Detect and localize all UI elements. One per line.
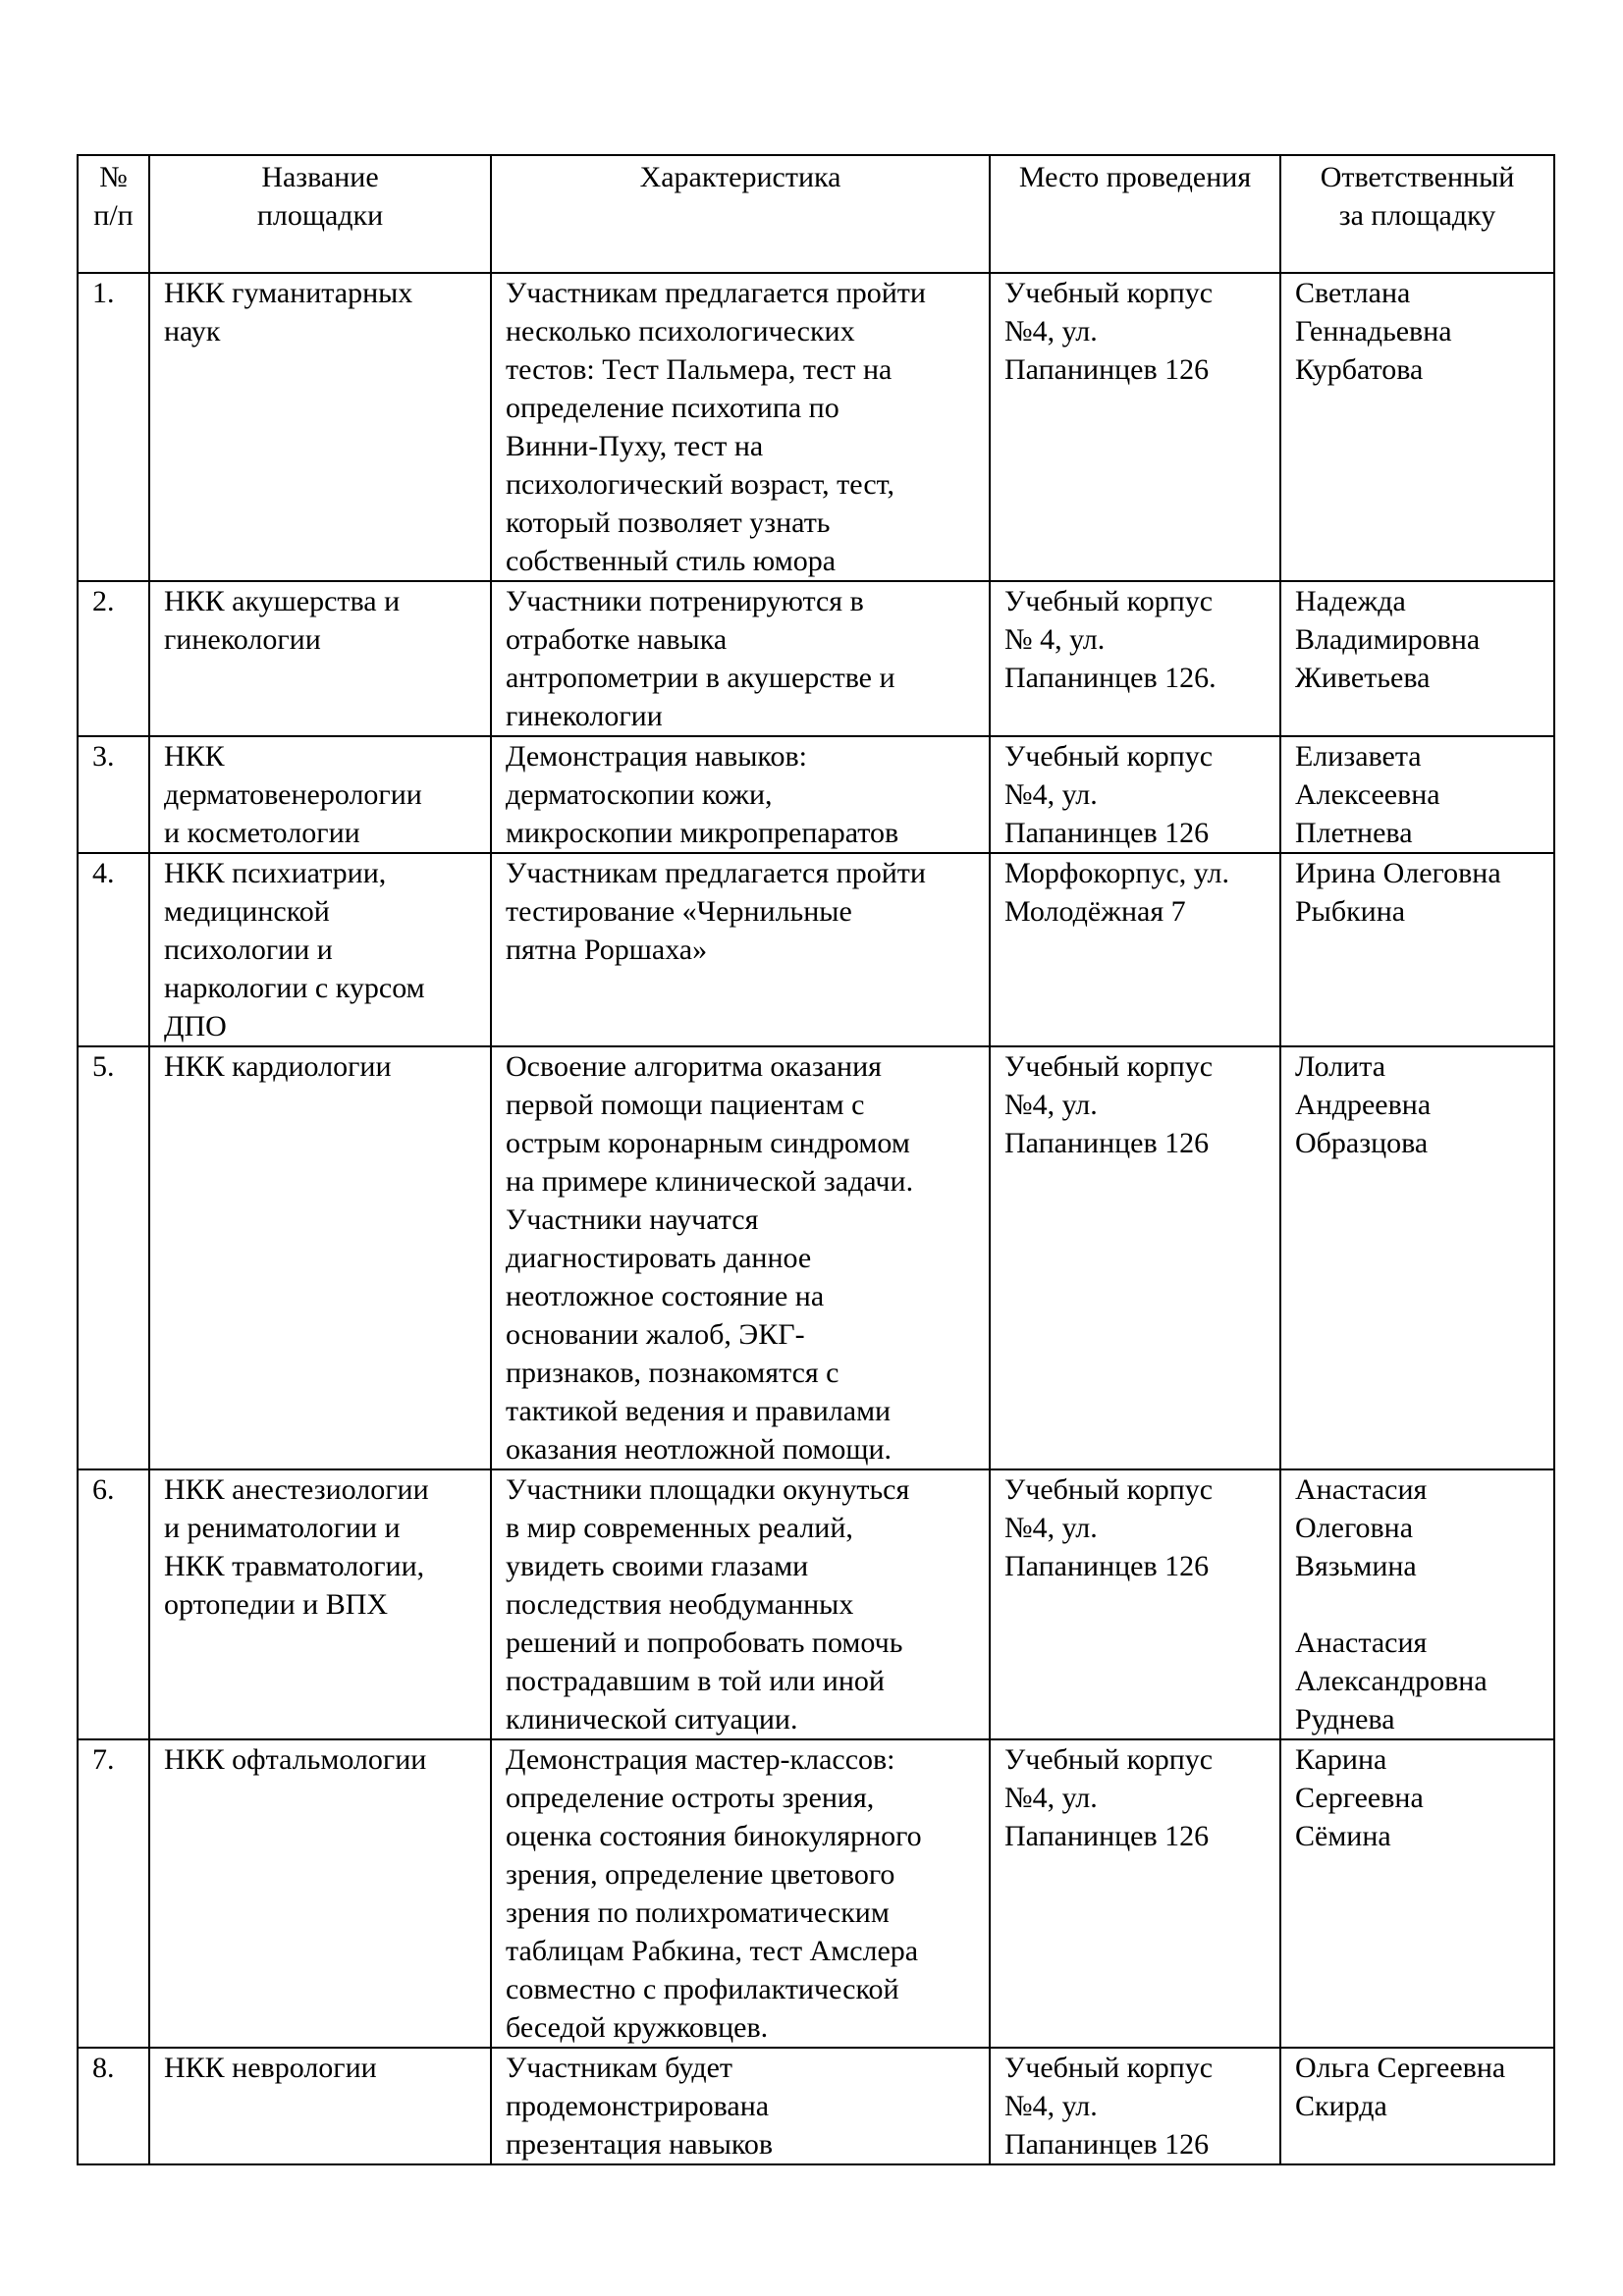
cell-line: антропометрии в акушерстве и <box>506 662 895 694</box>
header-number <box>78 155 149 273</box>
row-number-cell <box>78 1046 149 1469</box>
cell-line: признаков, познакомятся с <box>506 1357 839 1389</box>
cell-line: Сергеевна <box>1295 1782 1424 1814</box>
responsible-cell <box>1280 1469 1554 1739</box>
cell-line: Руднева <box>1295 1703 1395 1735</box>
cell-line: Ольга Сергеевна <box>1295 2052 1506 2084</box>
cell-line: Владимировна <box>1295 623 1481 656</box>
table-row <box>78 853 1554 1046</box>
cell-line: собственный стиль юмора <box>506 545 837 577</box>
cell-line: оказания неотложной помощи. <box>506 1433 893 1466</box>
cell-line: Папанинцев 126 <box>1004 353 1210 386</box>
cell-line: НКК неврологии <box>164 2052 377 2084</box>
header-line: за площадку <box>1338 199 1496 232</box>
cell-line: №4, ул. <box>1004 1782 1098 1814</box>
description-cell <box>491 273 990 581</box>
cell-line: Карина <box>1295 1743 1387 1776</box>
cell-line: увидеть своими глазами <box>506 1550 809 1582</box>
cell-line: 3. <box>92 740 115 773</box>
site-name-cell <box>149 853 491 1046</box>
cell-line: №4, ул. <box>1004 1089 1098 1121</box>
cell-line: 5. <box>92 1050 115 1083</box>
site-name-cell <box>149 1739 491 2048</box>
cell-line: Участники площадки окунуться <box>506 1473 910 1506</box>
cell-line: Геннадьевна <box>1295 315 1452 347</box>
cell-line: гинекологии <box>164 623 321 656</box>
cell-line: Лолита <box>1295 1050 1386 1083</box>
cell-line: 7. <box>92 1743 115 1776</box>
description-cell <box>491 1469 990 1739</box>
site-name-cell <box>149 581 491 736</box>
cell-line: Демонстрация мастер-классов: <box>506 1743 895 1776</box>
cell-line: Папанинцев 126 <box>1004 2128 1210 2161</box>
cell-line: Светлана <box>1295 277 1411 309</box>
cell-line: НКК анестезиологии <box>164 1473 429 1506</box>
site-name-cell <box>149 2048 491 2164</box>
responsible-cell <box>1280 1739 1554 2048</box>
cell-line: острым коронарным синдромом <box>506 1127 910 1159</box>
description-cell <box>491 2048 990 2164</box>
cell-line: Папанинцев 126 <box>1004 1550 1210 1582</box>
table-row <box>78 273 1554 581</box>
cell-line: Винни-Пуху, тест на <box>506 430 764 462</box>
header-line: площадки <box>256 199 384 232</box>
cell-line: Рыбкина <box>1295 895 1406 928</box>
table-row <box>78 736 1554 853</box>
location-cell <box>990 736 1280 853</box>
cell-line: диагностировать данное <box>506 1242 812 1274</box>
description-cell <box>491 1739 990 2048</box>
cell-line: Демонстрация навыков: <box>506 740 807 773</box>
table-row <box>78 581 1554 736</box>
cell-line: Учебный корпус <box>1004 277 1214 309</box>
table-row <box>78 1469 1554 1739</box>
location-cell <box>990 273 1280 581</box>
cell-line: пострадавшим в той или иной <box>506 1665 885 1697</box>
responsible-cell <box>1280 853 1554 1046</box>
cell-line: Папанинцев 126 <box>1004 817 1210 849</box>
cell-line: Скирда <box>1295 2090 1387 2122</box>
cell-line: решений и попробовать помочь <box>506 1627 903 1659</box>
cell-line: Учебный корпус <box>1004 1473 1214 1506</box>
row-number-cell <box>78 581 149 736</box>
cell-line: НКК психиатрии, <box>164 857 387 889</box>
cell-line: и косметологии <box>164 817 360 849</box>
cell-line: № 4, ул. <box>1004 623 1106 656</box>
cell-line: Участникам предлагается пройти <box>506 277 926 309</box>
table-body <box>78 273 1554 2164</box>
header-site-name <box>149 155 491 273</box>
cell-line: первой помощи пациентам с <box>506 1089 865 1121</box>
cell-line: №4, ул. <box>1004 315 1098 347</box>
cell-line: основании жалоб, ЭКГ- <box>506 1318 805 1351</box>
location-cell <box>990 1739 1280 2048</box>
header-line: Название <box>261 161 379 193</box>
blank-line <box>1295 1585 1545 1624</box>
cell-line: Ирина Олеговна <box>1295 857 1501 889</box>
location-cell <box>990 2048 1280 2164</box>
cell-line: ортопедии и ВПХ <box>164 1588 389 1621</box>
cell-line: совместно с профилактической <box>506 1973 899 2005</box>
header-line: Место проведения <box>1018 161 1252 193</box>
location-cell <box>990 1046 1280 1469</box>
site-name-cell <box>149 1046 491 1469</box>
cell-line: тестов: Тест Пальмера, тест на <box>506 353 893 386</box>
cell-line: на примере клинической задачи. <box>506 1165 914 1198</box>
responsible-cell <box>1280 2048 1554 2164</box>
cell-line: №4, ул. <box>1004 1512 1098 1544</box>
cell-line: Участникам будет <box>506 2052 733 2084</box>
responsible-cell <box>1280 581 1554 736</box>
cell-line: последствия необдуманных <box>506 1588 854 1621</box>
cell-line: Александровна <box>1295 1665 1488 1697</box>
cell-line: наук <box>164 315 221 347</box>
cell-line: зрения, определение цветового <box>506 1858 895 1891</box>
table-row <box>78 1046 1554 1469</box>
header-location <box>990 155 1280 273</box>
cell-line: Живетьева <box>1295 662 1431 694</box>
description-cell <box>491 1046 990 1469</box>
cell-line: Участники потренируются в <box>506 585 864 617</box>
cell-line: Морфокорпус, ул. <box>1004 857 1229 889</box>
header-description <box>491 155 990 273</box>
cell-line: Олеговна <box>1295 1512 1414 1544</box>
cell-line: Курбатова <box>1295 353 1424 386</box>
cell-line: Учебный корпус <box>1004 585 1214 617</box>
cell-line: 4. <box>92 857 115 889</box>
row-number-cell <box>78 2048 149 2164</box>
header-responsible <box>1280 155 1554 273</box>
cell-line: оценка состояния бинокулярного <box>506 1820 922 1852</box>
table-header-row <box>78 155 1554 273</box>
table-row <box>78 1739 1554 2048</box>
cell-line: 8. <box>92 2052 115 2084</box>
cell-line: Учебный корпус <box>1004 740 1214 773</box>
cell-line: Участникам предлагается пройти <box>506 857 926 889</box>
cell-line: определение психотипа по <box>506 392 839 424</box>
cell-line: НКК офтальмологии <box>164 1743 427 1776</box>
cell-line: в мир современных реалий, <box>506 1512 853 1544</box>
events-table <box>77 154 1555 2165</box>
description-cell <box>491 853 990 1046</box>
cell-line: неотложное состояние на <box>506 1280 825 1312</box>
cell-line: Вязьмина <box>1295 1550 1417 1582</box>
cell-line: №4, ул. <box>1004 778 1098 811</box>
cell-line: Надежда <box>1295 585 1406 617</box>
cell-line: Учебный корпус <box>1004 2052 1214 2084</box>
cell-line: НКК кардиологии <box>164 1050 392 1083</box>
table-row <box>78 2048 1554 2164</box>
cell-line: Участники научатся <box>506 1203 759 1236</box>
cell-line: дерматовенерологии <box>164 778 422 811</box>
cell-line: наркологии с курсом <box>164 972 425 1004</box>
cell-line: НКК травматологии, <box>164 1550 425 1582</box>
cell-line: 2. <box>92 585 115 617</box>
row-number-cell <box>78 1739 149 2048</box>
header-line: Характеристика <box>639 161 841 193</box>
row-number-cell <box>78 853 149 1046</box>
cell-line: определение остроты зрения, <box>506 1782 875 1814</box>
cell-line: беседой кружковцев. <box>506 2011 769 2044</box>
cell-line: психологии и <box>164 934 333 966</box>
cell-line: презентация навыков <box>506 2128 774 2161</box>
cell-line: Образцова <box>1295 1127 1429 1159</box>
location-cell <box>990 853 1280 1046</box>
site-name-cell <box>149 273 491 581</box>
description-cell <box>491 581 990 736</box>
cell-line: зрения по полихроматическим <box>506 1896 890 1929</box>
cell-line: Анастасия <box>1295 1473 1428 1506</box>
cell-line: Анастасия <box>1295 1627 1428 1659</box>
cell-line: Плетнева <box>1295 817 1413 849</box>
row-number-cell <box>78 1469 149 1739</box>
row-number-cell <box>78 273 149 581</box>
cell-line: Освоение алгоритма оказания <box>506 1050 882 1083</box>
header-line: п/п <box>93 199 134 232</box>
cell-line: продемонстрирована <box>506 2090 770 2122</box>
cell-line: отработке навыка <box>506 623 728 656</box>
cell-line: психологический возраст, тест, <box>506 468 895 501</box>
cell-line: таблицам Рабкина, тест Амслера <box>506 1935 919 1967</box>
cell-line: тактикой ведения и правилами <box>506 1395 892 1427</box>
cell-line: Учебный корпус <box>1004 1050 1214 1083</box>
cell-line: НКК гуманитарных <box>164 277 413 309</box>
cell-line: Андреевна <box>1295 1089 1432 1121</box>
cell-line: Папанинцев 126. <box>1004 662 1217 694</box>
cell-line: НКК акушерства и <box>164 585 401 617</box>
responsible-cell <box>1280 1046 1554 1469</box>
cell-line: пятна Роршаха» <box>506 934 708 966</box>
location-cell <box>990 1469 1280 1739</box>
site-name-cell <box>149 1469 491 1739</box>
cell-line: ДПО <box>164 1010 227 1042</box>
cell-line: медицинской <box>164 895 330 928</box>
description-cell <box>491 736 990 853</box>
cell-line: микроскопии микропрепаратов <box>506 817 899 849</box>
cell-line: Папанинцев 126 <box>1004 1127 1210 1159</box>
cell-line: тестирование «Чернильные <box>506 895 852 928</box>
cell-line: 6. <box>92 1473 115 1506</box>
cell-line: несколько психологических <box>506 315 855 347</box>
cell-line: НКК <box>164 740 225 773</box>
cell-line: клинической ситуации. <box>506 1703 798 1735</box>
cell-line: Елизавета <box>1295 740 1422 773</box>
cell-line: 1. <box>92 277 115 309</box>
cell-line: и рениматологии и <box>164 1512 401 1544</box>
header-line: № <box>99 161 128 193</box>
responsible-cell <box>1280 736 1554 853</box>
responsible-cell <box>1280 273 1554 581</box>
location-cell <box>990 581 1280 736</box>
cell-line: Алексеевна <box>1295 778 1440 811</box>
header-line: Ответственный <box>1320 161 1515 193</box>
site-name-cell <box>149 736 491 853</box>
cell-line: гинекологии <box>506 700 663 732</box>
cell-line: Молодёжная 7 <box>1004 895 1186 928</box>
row-number-cell <box>78 736 149 853</box>
cell-line: Учебный корпус <box>1004 1743 1214 1776</box>
cell-line: который позволяет узнать <box>506 507 831 539</box>
cell-line: Папанинцев 126 <box>1004 1820 1210 1852</box>
cell-line: дерматоскопии кожи, <box>506 778 773 811</box>
cell-line: №4, ул. <box>1004 2090 1098 2122</box>
cell-line: Сёмина <box>1295 1820 1391 1852</box>
